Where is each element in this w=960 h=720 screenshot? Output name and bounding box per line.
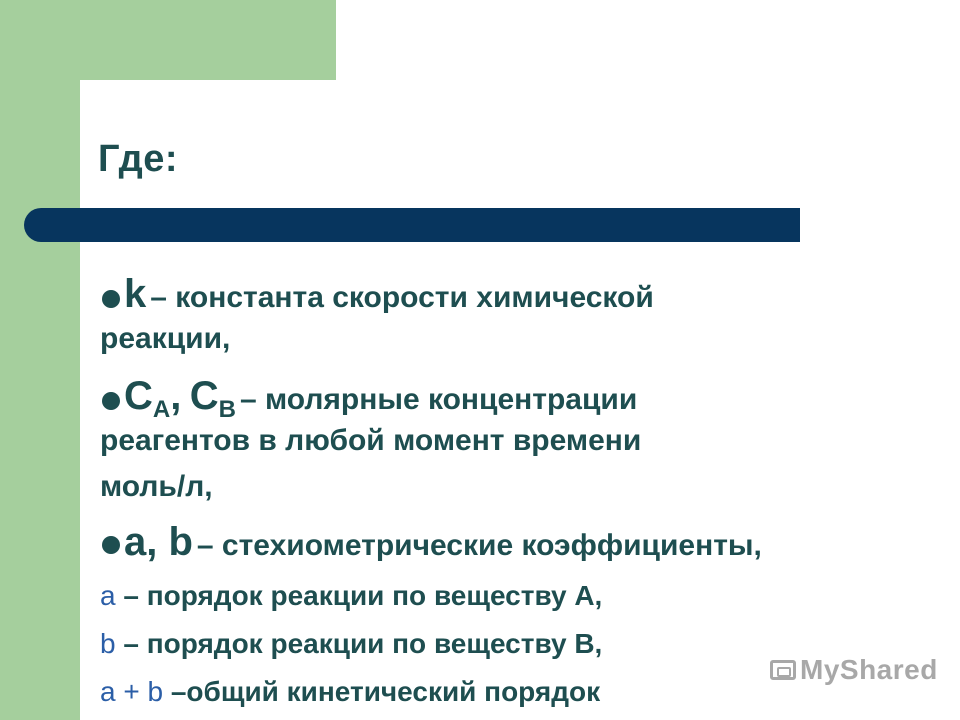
item-k-line-2: реакции,: [100, 322, 231, 355]
item-ab-line-1: [124, 520, 762, 565]
slide-title: Где:: [98, 138, 179, 180]
note-order-b-text: – порядок реакции по веществу B,: [115, 628, 603, 659]
note-order-total-symbol: a + b: [100, 676, 164, 707]
item-c-symbol-a: C: [124, 374, 153, 418]
bullet-icon: [102, 392, 120, 410]
note-order-total: [100, 676, 600, 708]
item-c-sep: ,: [170, 374, 182, 418]
title-divider-bar: [24, 208, 800, 242]
watermark-text: MyShared: [800, 654, 938, 685]
myshared-watermark: [770, 654, 938, 686]
item-c-line-2: реагентов в любой момент времени: [100, 424, 642, 457]
note-order-a-symbol: a: [100, 580, 116, 611]
item-c-line-1: [124, 374, 637, 424]
item-c-sub-a: A: [152, 396, 171, 423]
item-k-line-1: [124, 272, 654, 317]
item-c-symbol-b: C: [189, 374, 219, 418]
item-c-line-3: моль/л,: [100, 470, 213, 503]
bullet-icon: [102, 536, 120, 554]
monitor-icon: [770, 660, 796, 680]
note-order-b-symbol: b: [100, 628, 116, 659]
bullet-icon: [102, 290, 120, 308]
item-k-text: – константа скорости химической: [150, 281, 654, 314]
item-ab-symbol: a, b: [124, 520, 193, 564]
item-c-sub-b: B: [218, 396, 236, 423]
note-order-a: [100, 580, 602, 612]
green-left-band: [0, 0, 80, 720]
item-c-text: – молярные концентрации: [239, 383, 638, 416]
note-order-total-text: –общий кинетический порядок: [163, 676, 601, 707]
item-k-symbol: k: [124, 272, 147, 316]
note-order-b: [100, 628, 602, 660]
item-ab-text: – стехиометрические коэффициенты,: [196, 529, 762, 562]
note-order-a-text: – порядок реакции по веществу A,: [115, 580, 603, 611]
